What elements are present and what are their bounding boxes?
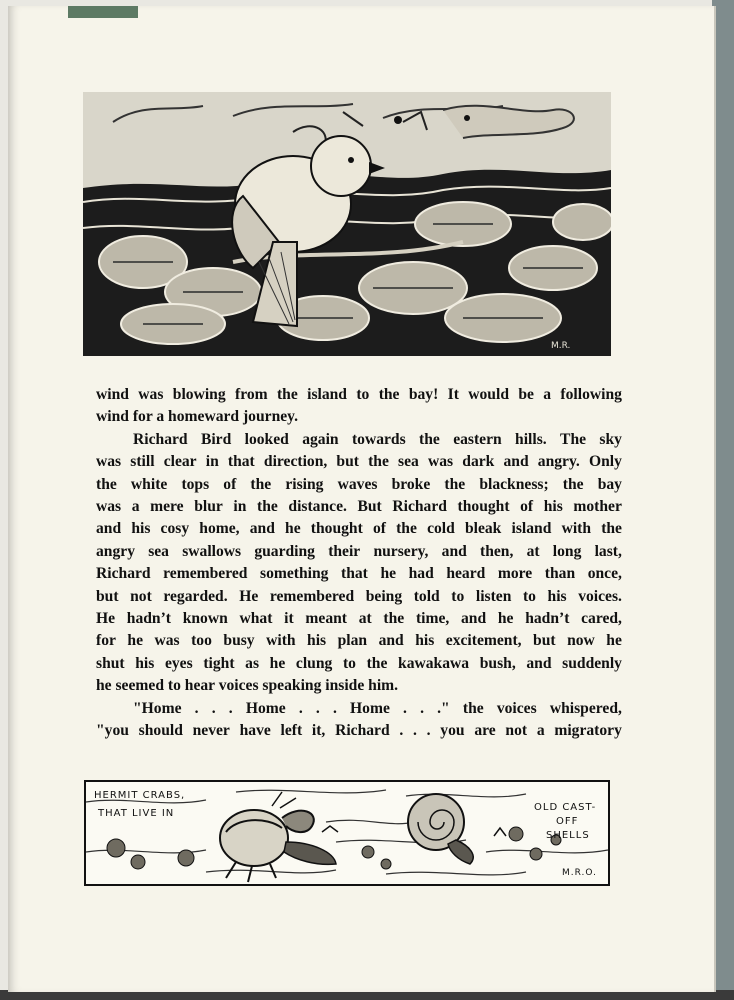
- text-line: [96, 698, 622, 720]
- word: again: [302, 430, 339, 448]
- word: you: [440, 722, 465, 740]
- word: the: [562, 475, 584, 493]
- word: his: [307, 632, 327, 650]
- word: for: [96, 632, 116, 650]
- word: .: [413, 722, 417, 740]
- word: Home: [350, 699, 390, 717]
- word: angry: [96, 542, 135, 560]
- word: .: [298, 699, 303, 717]
- word: of: [520, 498, 534, 516]
- word: the: [601, 520, 622, 538]
- word: the: [444, 475, 466, 493]
- word: he: [269, 654, 286, 672]
- word: in: [233, 498, 247, 516]
- text-line: [96, 496, 622, 518]
- word: listen: [475, 587, 512, 605]
- word: the: [419, 430, 440, 448]
- word: cosy: [160, 520, 190, 538]
- text-line: [96, 474, 622, 496]
- text-line: [96, 630, 622, 652]
- word: was: [427, 453, 454, 471]
- word: and: [503, 453, 529, 471]
- word: never: [192, 722, 230, 740]
- word: bleak: [464, 520, 502, 538]
- word: more: [497, 565, 533, 583]
- word: the: [383, 610, 405, 628]
- word: he: [127, 632, 143, 650]
- word: guarding: [254, 542, 315, 560]
- word: to: [522, 587, 536, 605]
- word: than: [544, 565, 576, 583]
- word: he: [380, 565, 397, 583]
- word: his: [543, 498, 563, 516]
- word: Richard: [133, 430, 188, 448]
- word: was: [154, 632, 180, 650]
- word: meant: [305, 610, 347, 628]
- word: with: [561, 520, 592, 538]
- word: remembered: [269, 587, 355, 605]
- word: swallows: [182, 542, 242, 560]
- word: hadn’t: [126, 610, 171, 628]
- word: rising: [285, 475, 324, 493]
- word: as: [245, 654, 260, 672]
- word: he: [606, 632, 622, 650]
- word: being: [365, 587, 403, 605]
- paragraph: [96, 429, 622, 698]
- word: excitement,: [445, 632, 522, 650]
- word: in: [205, 453, 219, 471]
- word: and: [461, 610, 487, 628]
- word: .: [211, 699, 216, 717]
- word: cared,: [581, 610, 622, 628]
- word: too: [191, 632, 212, 650]
- word: be: [518, 386, 534, 403]
- word: a: [131, 498, 140, 516]
- word: was: [96, 453, 122, 471]
- illustration-caption-line: OLD CAST-: [534, 802, 597, 813]
- word: Bird: [200, 430, 232, 448]
- paragraph: [96, 698, 622, 743]
- word: what: [239, 610, 273, 628]
- text-line: [96, 541, 622, 563]
- word: blowing: [172, 386, 226, 403]
- word: of: [372, 520, 386, 538]
- word: tight: [203, 654, 235, 672]
- word: a: [536, 722, 545, 740]
- word: not: [130, 587, 152, 605]
- word: but: [533, 632, 556, 650]
- word: had: [408, 565, 434, 583]
- word: bush,: [479, 654, 516, 672]
- word: and: [249, 520, 275, 538]
- word: but: [96, 587, 119, 605]
- word: time,: [415, 610, 450, 628]
- bird-on-kawakawa-bush-illustration: [83, 92, 611, 356]
- word: mother: [573, 498, 622, 516]
- word: his: [415, 632, 435, 650]
- word: the: [257, 498, 278, 516]
- word: .: [228, 699, 233, 717]
- word: sea: [398, 453, 419, 471]
- word: .: [403, 699, 407, 717]
- word: .: [399, 722, 404, 740]
- word: left: [280, 722, 303, 740]
- word: once,: [587, 565, 622, 583]
- word: .: [315, 699, 320, 717]
- hermit-crabs-illustration: [84, 780, 610, 886]
- word: wind: [96, 386, 129, 403]
- word: clear: [163, 453, 197, 471]
- word: nursery,: [373, 542, 429, 560]
- word: remembered: [163, 565, 248, 583]
- word: the: [276, 386, 298, 403]
- word: blackness;: [479, 475, 549, 493]
- word: whispered,: [549, 699, 622, 717]
- word: thought: [310, 520, 363, 538]
- word: migratory: [554, 722, 622, 740]
- paragraph: [96, 384, 622, 429]
- text-line: [96, 429, 622, 451]
- word: he: [285, 520, 301, 538]
- binding-tape: [68, 6, 138, 18]
- word: told: [413, 587, 440, 605]
- word: cold: [427, 520, 455, 538]
- word: something: [260, 565, 329, 583]
- word: Richard: [392, 498, 447, 516]
- word: have: [239, 722, 271, 740]
- word: it,: [311, 722, 326, 740]
- word: eastern: [453, 430, 502, 448]
- word: island: [307, 386, 347, 403]
- word: was: [96, 498, 122, 516]
- word: bay: [597, 475, 622, 493]
- word: sky: [599, 430, 622, 448]
- word: the: [366, 654, 388, 672]
- text-line: he seemed to hear voices speaking inside him.: [96, 677, 399, 695]
- word: and: [526, 654, 552, 672]
- text-line: [96, 720, 622, 742]
- word: to: [342, 654, 356, 672]
- word: now: [567, 632, 595, 650]
- word: plan: [337, 632, 368, 650]
- word: voices.: [578, 587, 622, 605]
- text-line: [96, 608, 622, 630]
- word: direction,: [263, 453, 328, 471]
- word: But: [357, 498, 382, 516]
- word: the: [250, 475, 272, 493]
- word: to: [451, 587, 465, 605]
- word: are: [474, 722, 496, 740]
- word: mere: [150, 498, 184, 516]
- word: his: [547, 587, 567, 605]
- word: heard: [446, 565, 486, 583]
- illustration-caption-line: OFF: [556, 816, 579, 827]
- word: .: [332, 699, 337, 717]
- text-line: [96, 518, 622, 540]
- word: Home: [245, 699, 286, 717]
- word: the: [368, 453, 389, 471]
- illustration-signature: M.R.O.: [562, 868, 597, 878]
- word: .: [420, 699, 424, 717]
- word: with: [266, 632, 296, 650]
- word: He: [239, 587, 259, 605]
- word: of: [223, 475, 237, 493]
- word: Richard: [335, 722, 390, 740]
- word: hadn’t: [525, 610, 570, 628]
- word: home,: [199, 520, 240, 538]
- word: their: [328, 542, 361, 560]
- text-line: [96, 384, 622, 406]
- word: kawakawa: [398, 654, 470, 672]
- word: angry.: [537, 453, 580, 471]
- word: "you: [96, 722, 129, 740]
- word: suddenly: [562, 654, 622, 672]
- word: .: [194, 699, 199, 717]
- word: Only: [588, 453, 622, 471]
- word: blur: [194, 498, 223, 516]
- word: looked: [244, 430, 289, 448]
- word: at: [526, 542, 540, 560]
- word: last,: [594, 542, 622, 560]
- word: .: [426, 722, 431, 740]
- word: thought: [457, 498, 510, 516]
- word: busy: [223, 632, 255, 650]
- word: white: [130, 475, 168, 493]
- word: distance.: [288, 498, 347, 516]
- word: regarded.: [163, 587, 228, 605]
- text-line: [96, 451, 622, 473]
- word: waves: [337, 475, 378, 493]
- word: clung: [295, 654, 333, 672]
- word: was: [138, 386, 164, 403]
- word: but: [336, 453, 359, 471]
- word: at: [358, 610, 372, 628]
- illustration-caption-line: SHELLS: [546, 830, 590, 841]
- word: known: [182, 610, 228, 628]
- word: and: [378, 632, 404, 650]
- word: island: [511, 520, 552, 538]
- word: from: [235, 386, 268, 403]
- word: then,: [480, 542, 514, 560]
- word: tops: [181, 475, 210, 493]
- word: his: [135, 654, 155, 672]
- illustration-caption-line: THAT LIVE IN: [98, 808, 175, 819]
- word: dark: [462, 453, 495, 471]
- word: hills.: [515, 430, 547, 448]
- word: "Home: [133, 699, 182, 717]
- text-line: [96, 586, 622, 608]
- word: his: [131, 520, 151, 538]
- word: he: [497, 610, 514, 628]
- word: would: [468, 386, 509, 403]
- illustration-signature: M.R.: [551, 341, 571, 351]
- word: still: [130, 453, 155, 471]
- word: the: [462, 699, 484, 717]
- word: voices: [496, 699, 537, 717]
- word: that: [227, 453, 255, 471]
- word: sea: [148, 542, 169, 560]
- word: and: [441, 542, 467, 560]
- word: .": [437, 699, 450, 717]
- illustration-caption-line: HERMIT CRABS,: [94, 790, 186, 801]
- bird-illustration-art: [83, 92, 611, 356]
- word: He: [96, 610, 116, 628]
- word: eyes: [164, 654, 193, 672]
- word: the: [396, 520, 417, 538]
- word: and: [96, 520, 122, 538]
- word: Richard: [96, 565, 151, 583]
- word: shut: [96, 654, 125, 672]
- word: bay!: [408, 386, 439, 403]
- word: It: [447, 386, 459, 403]
- body-text: [96, 384, 622, 743]
- text-line: [96, 563, 622, 585]
- word: to: [356, 386, 370, 403]
- word: following: [560, 386, 622, 403]
- word: a: [543, 386, 552, 403]
- text-line: wind for a homeward journey.: [96, 408, 299, 426]
- word: The: [560, 430, 587, 448]
- word: the: [378, 386, 400, 403]
- word: long: [552, 542, 582, 560]
- word: not: [505, 722, 528, 740]
- text-line: [96, 653, 622, 675]
- word: should: [138, 722, 183, 740]
- word: the: [96, 475, 117, 493]
- word: broke: [391, 475, 431, 493]
- word: towards: [351, 430, 406, 448]
- word: it: [284, 610, 294, 628]
- word: that: [341, 565, 368, 583]
